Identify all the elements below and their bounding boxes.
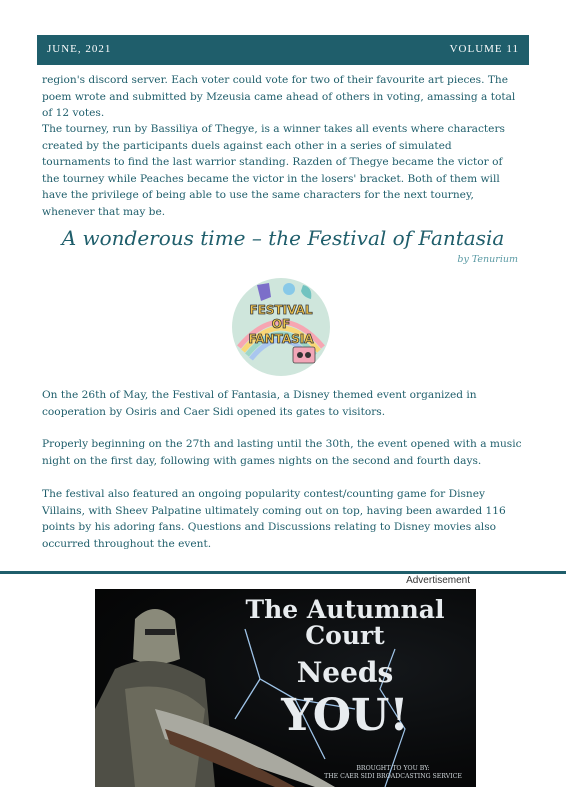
paragraph-continued: region's discord server. Each voter could vote for two of their favourite art pieces. The poem wrote and submitted by Mzeusia came ahead of others in voting, amassing a total of 12 votes. [42,74,516,119]
article-title: A wonderous time – the Festival of Fantasia [61,226,505,250]
ad-headline-line3: YOU! [281,689,409,741]
ad-headline-line1: The Autumnal Court [245,595,445,651]
logo-text-festival: FESTIVAL [249,303,313,317]
ad-footer-line1: BROUGHT TO YOU BY: [356,765,430,772]
paragraph-festival-contest: The festival also featured an ongoing popularity contest/counting game for Disney Villains, with Sheev Palpatine ultimately coming out on top, having been awarded 116 points by his adoring fans. Questions and Discussions relating to Disney movies also occurred throughout the event. [42,488,506,550]
festival-of-fantasia-logo [231,277,331,377]
paragraph-tourney: The tourney, run by Bassiliya of Thegye, is a winner takes all events where characters created by the participants duels against each other in a series of simulated tournaments to find the last warrior standing. Razden of Thegye became the victor of the tourney while Peaches became the victor in the losers' bracket. Both of them will have the privilege of being able to use the same characters for the next tourney, whenever that may be. [42,123,505,218]
article-byline: by Tenurium [457,254,518,265]
section-divider [0,571,566,574]
paragraph-festival-intro: On the 26th of May, the Festival of Fantasia, a Disney themed event organized in cooperation by Osiris and Caer Sidi opened its gates to visitors. [42,389,477,418]
logo-text-of: OF [271,317,291,331]
paragraph-festival-schedule: Properly beginning on the 27th and lasting until the 30th, the event opened with a music night on the first day, following with games nights on the second and fourth days. [42,438,522,467]
ad-headline-line2: Needs [296,655,394,689]
advertisement-label: Advertisement [406,575,470,586]
advertisement-banner [95,589,476,787]
logo-text-fantasia: FANTASIA [248,332,314,346]
ad-headline [215,597,475,739]
ad-footer-line2: THE CAER SIDI BROADCASTING SERVICE [324,773,462,780]
ad-footer [318,765,468,781]
newsletter-header [37,35,529,65]
issue-volume: VOLUME 11 [449,43,519,55]
issue-date: JUNE, 2021 [47,43,112,55]
